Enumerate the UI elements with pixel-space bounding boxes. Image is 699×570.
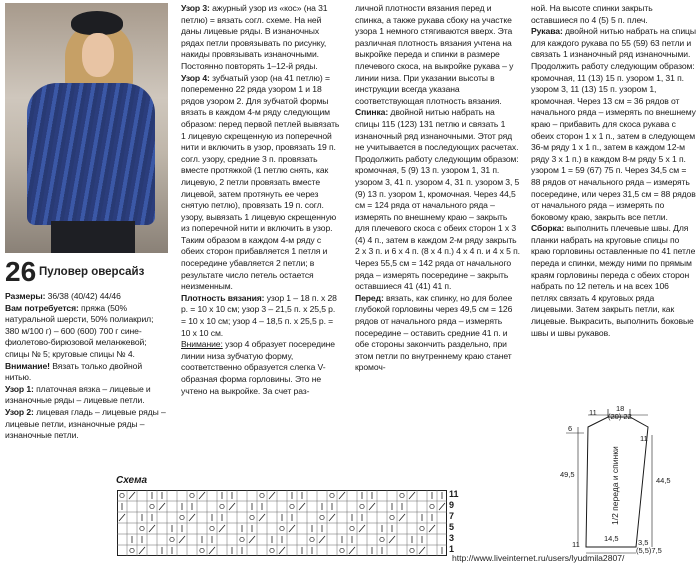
sizing-diagram: [556, 405, 696, 560]
pattern-name: Пуловер оверсайз: [39, 266, 145, 278]
front-end: ной. На высоте спинки закрыть оставшиеся по 4 (5) 5 п. плеч.: [531, 3, 653, 25]
row-number: 1: [449, 544, 455, 554]
density: Плотность вязания: узор 1 – 18 п. x 28 р. = 10 x 10 см; узор 3 – 21,5 п. x 25,5 р. = 10 x 10 см; узор 4 – 18,5 п. x 25,5 р. = 10 x 10 см.: [181, 292, 337, 338]
diagram-lines: [556, 405, 696, 560]
row-number: 11: [449, 489, 459, 499]
dim-top-mid2: (20) 22: [608, 412, 632, 421]
photo-face: [82, 33, 114, 77]
photo-sweater: [27, 83, 155, 225]
pattern-title: [5, 257, 170, 287]
schema-title: Схема: [116, 475, 148, 486]
knitting-chart: [117, 490, 447, 556]
dim-bottom-left: 11: [572, 540, 580, 549]
dim-left-height: 49,5: [560, 470, 575, 479]
pattern-1: Узор 1: платочная вязка – лицевые и изнаночные ряды – лицевые петли.: [5, 383, 151, 406]
chart-grid: [117, 490, 447, 556]
column-1: [5, 291, 169, 442]
source-credit: http://www.liveinternet.ru/users/lyudmila2807/: [452, 553, 625, 563]
note: Внимание: узор 4 образует посередине линии низа зубчатую форму, соответственно образуется слегка V-образная форма горловины. Это не учтено на выкройке. За счет раз-: [181, 339, 335, 396]
row-number: 5: [449, 522, 455, 532]
photo-hat: [71, 11, 123, 35]
assembly: Сборка: выполнить плечевые швы. Для планки набрать на круговые спицы по краю горловины оставленные по 41 петле переда и спинки, между ними по прямым краям горловины переда с обеих сторон набрать по 12 петель и на всех 106 петлях связать 4 круговых ряда лицевыми. Затем закрыть петли, как лицевые. Выкрасить, выполнить боковые швы и швы рукавов.: [531, 223, 696, 338]
dim-small-left: 6: [568, 424, 573, 433]
dim-bottom-paren: (5,5)7,5: [636, 546, 662, 555]
column-4: [531, 3, 696, 339]
pattern-4: Узор 4: зубчатый узор (на 41 петлю) = попеременно 22 ряда узором 1 и 18 рядов узором 2. Для зубчатой формы вязать в каждом 4-м ряду следующим образом: перед первой петлей вывязать 1 лицевую скрещенную из поперечной нити и включить в узор, провязать 19 п. согл. узору, средние 3 п. провязать вместе протяжкой (1 петлю снять, как лицевую, 2 петли провязать вместе лицевой, затем протянуть ее через снятую петлю), провязать 19 п. согл. узору, вывязать 1 лицевую скрещенную из поперечной нити и включить в узор. Таким образом в каждом 4-м ряду с обеих сторон прибавляется 1 петля и посередине убавляется 2 петли; в результате число петель остается неизменным.: [181, 72, 340, 292]
dim-top-left: 11: [589, 408, 597, 417]
materials: Вам потребуется: пряжа (50% натуральной шерсти, 50% полиакрил; 380 м/100 г) – 600 (600) 700 г сине-фиолетово-бирюзовой меланжевой; спицы № 5; круговые спицы № 4.: [5, 302, 154, 359]
column-2: [181, 3, 341, 397]
front: Перед: вязать, как спинку, но для более глубокой горловины через 49,5 см = 126 рядов от начального ряда – измерять посередине – оставить средние 41 п. и обе стороны закончить раздельно, при этом петли по внутреннему краю станет кромоч-: [355, 292, 513, 373]
dim-top-right: 11: [640, 434, 648, 443]
row-number: 7: [449, 511, 455, 521]
back: Спинка: двойной нитью набрать на спицы 115 (123) 131 петлю и связать 1 изнаночный ряд изнаночными. Этот ряд не учитывается в последующих расчетах. Продолжить работу следующим образом: кромочная, 5 (9) 13 п. узором 1, 31 п. узором 3, 41 п. узором 4, 31 п. узором 3, 5 (9) 13 п. узором 1, кромочная. Через 44,5 см = 124 ряда от начального ряда – измерять по внешнему краю – закрыть для плечевого скоса с обеих сторон 1 x 3 (4) 4 п., затем в каждом 2-м ряду закрыть 2 x 3 п. и 6 x 4 п. (8 x 4 п.) 4 x 4 п. и 4 x 5 п. Через 55,5 см = 142 ряда от начального ряда – измерять посередине – закрыть оставшиеся 41 (41) 41 п.: [355, 107, 520, 292]
pattern-number: 26: [5, 256, 37, 287]
model-photo: [5, 3, 168, 253]
sleeves: Рукава: двойной нитью набрать на спицы для каждого рукава по 55 (59) 63 петли и связать 1 изнаночный ряд изнаночными. Продолжить работу следующим образом: кромочная, 11 (13) 15 п. узором 1, 31 п. узором 3, 11 (13) 15 п. узором 1, кромочная. Через 13 см = 36 рядов от начального ряда – измерять по внешнему краю – прибавить для скоса рукава с обеих сторон 1 x 1 п., затем в следующем 36-м ряду 1 x 1 п., затем в каждом 12-м ряду 3 x 1 п.) в каждом 8-м ряду 5 x 1 п. узором 1 = 59 (67) 75 п. Через 34,5 см = 88 рядов от начального ряда – измерять посередине, или через 31,5 см = 88 рядов от начального ряда – измерять по боковому краю, закрыть все петли.: [531, 26, 696, 222]
sizes: Размеры: 36/38 (40/42) 44/46: [5, 291, 121, 301]
density-note: личной плотности вязания перед и спинка, а также рукава сбоку на участке узора 1 немного стягиваются вверх. Эта различная плотность вязания учтена на выкройке переда и спинки в размере плечевого скоса, на выкройке рукава – у линии низа. При указании высоты в инструкции всегда указана соответствующая плотность вязания.: [355, 3, 514, 106]
chart-row-numbers: [449, 490, 463, 556]
row-number: 9: [449, 500, 455, 510]
row-number: 3: [449, 533, 455, 543]
pattern-2: Узор 2: лицевая гладь – лицевые ряды – лицевые петли, изнаночные ряды – изнаночные петли.: [5, 406, 166, 441]
attention: Внимание! Вязать только двойной нитью.: [5, 360, 143, 383]
diagram-vertical-label: 1/2 переда и спинки: [610, 446, 620, 525]
dim-top-mid: 18: [616, 404, 625, 413]
column-3: [355, 3, 520, 374]
dim-right-height: 44,5: [656, 476, 671, 485]
dim-bottom-mid: 14,5: [604, 534, 619, 543]
pattern-3: Узор 3: ажурный узор из «кос» (на 31 петлю) = вязать согл. схеме. На ней даны лицевые ряды. В изнаночных рядах петли провязывать по рисунку, накиды провязывать изнаночными. Постоянно повторять 1–12-й ряды.: [181, 3, 328, 71]
photo-skirt: [51, 221, 135, 253]
dim-bottom-small: 3,5: [638, 538, 649, 547]
